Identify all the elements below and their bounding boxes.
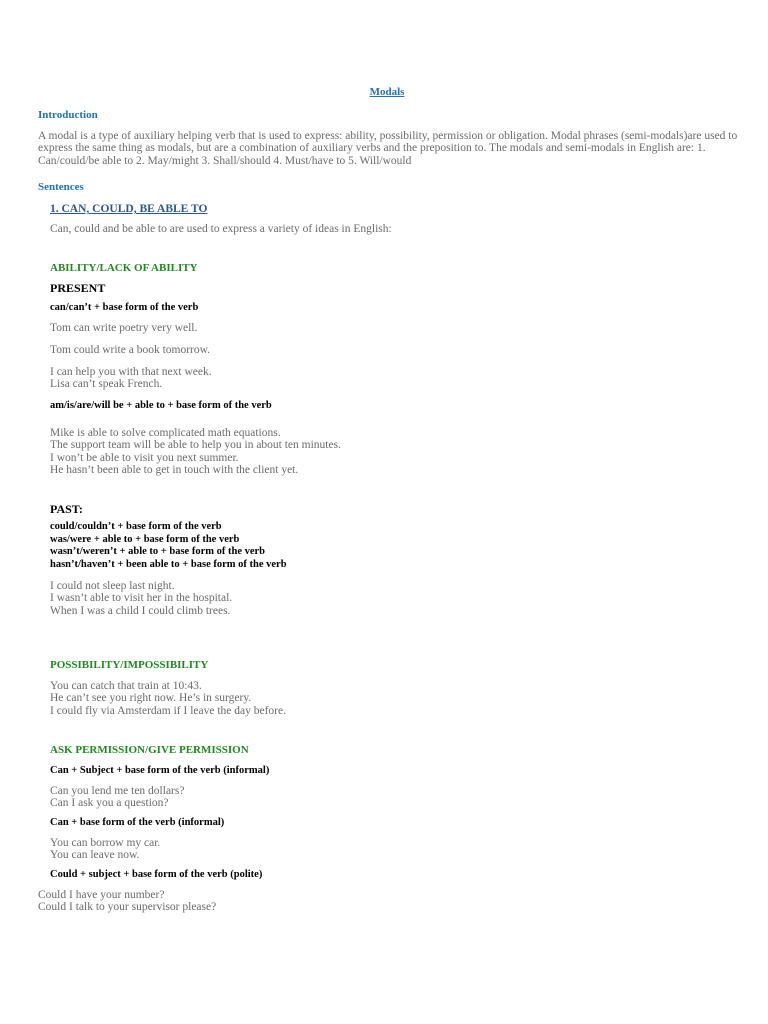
example-sentence: I could not sleep last night. <box>50 580 175 592</box>
permission-formula-2: Can + base form of the verb (informal) <box>50 817 225 828</box>
example-sentence: Tom can write poetry very well. <box>50 322 198 334</box>
example-sentence: Mike is able to solve complicated math equations. <box>50 427 281 439</box>
section-1-intro: Can, could and be able to are used to express a variety of ideas in English: <box>50 223 392 235</box>
example-group <box>50 680 286 717</box>
formula-line: could/couldn’t + base form of the verb <box>50 521 222 532</box>
example-sentence: Could I have your number? <box>38 889 165 901</box>
example-sentence: Tom could write a book tomorrow. <box>50 344 211 356</box>
present-label: PRESENT <box>50 281 106 295</box>
example-group <box>50 427 341 477</box>
introduction-text: A modal is a type of auxiliary helping verb that is used to express: ability, possibility, permission or obligation. Modal phrases (semi-modals)are used to express the same thing as modals, but are a combination of auxiliary verbs and the preposition to. The modals and semi-modals in English are: 1. Can/could/be able to 2. May/might 3. Shall/should 4. Must/have to 5. Will/would <box>38 130 738 167</box>
example-group <box>50 837 160 862</box>
section-1-heading: 1. CAN, COULD, BE ABLE TO <box>50 203 208 215</box>
present-formula-1: can/can’t + base form of the verb <box>50 302 199 313</box>
page-title: Modals <box>369 86 405 98</box>
example-sentence: He hasn’t been able to get in touch with the client yet. <box>50 464 299 477</box>
example-sentence: Can I ask you a question? <box>50 797 169 810</box>
example-sentence: Can you lend me ten dollars? <box>50 785 185 797</box>
example-sentence: You can catch that train at 10:43. <box>50 680 202 692</box>
example-sentence: You can borrow my car. <box>50 837 161 849</box>
present-formula-2: am/is/are/will be + able to + base form of the verb <box>50 400 272 411</box>
ability-heading: ABILITY/LACK OF ABILITY <box>50 262 198 274</box>
permission-heading: ASK PERMISSION/GIVE PERMISSION <box>50 744 249 756</box>
example-sentence: I wasn’t able to visit her in the hospital. <box>50 592 233 605</box>
past-label: PAST: <box>50 502 83 516</box>
example-sentence: I won’t be able to visit you next summer. <box>50 451 239 464</box>
sentences-heading: Sentences <box>38 181 84 193</box>
example-sentence: When I was a child I could climb trees. <box>50 604 231 617</box>
possibility-heading: POSSIBILITY/IMPOSSIBILITY <box>50 659 209 671</box>
example-sentence: Could I talk to your supervisor please? <box>38 901 217 914</box>
example-sentence: The support team will be able to help you in about ten minutes. <box>50 439 341 452</box>
formula-line: wasn’t/weren’t + able to + base form of the verb <box>50 546 266 558</box>
example-sentence: I can help you with that next week. <box>50 366 212 378</box>
example-group <box>50 366 212 391</box>
example-group <box>50 785 184 810</box>
example-sentence: He can’t see you right now. He’s in surgery. <box>50 692 252 705</box>
example-group <box>38 889 216 914</box>
permission-formula-1: Can + Subject + base form of the verb (informal) <box>50 765 270 776</box>
example-sentence: Lisa can’t speak French. <box>50 378 163 391</box>
permission-formula-3: Could + subject + base form of the verb (polite) <box>50 869 263 880</box>
example-sentence: I could fly via Amsterdam if I leave the day before. <box>50 704 286 717</box>
past-formulas <box>50 521 287 571</box>
introduction-heading: Introduction <box>38 109 98 121</box>
formula-line: hasn’t/haven’t + been able to + base form of the verb <box>50 558 287 570</box>
example-group <box>50 580 232 617</box>
example-sentence: You can leave now. <box>50 849 140 862</box>
formula-line: was/were + able to + base form of the verb <box>50 533 240 545</box>
